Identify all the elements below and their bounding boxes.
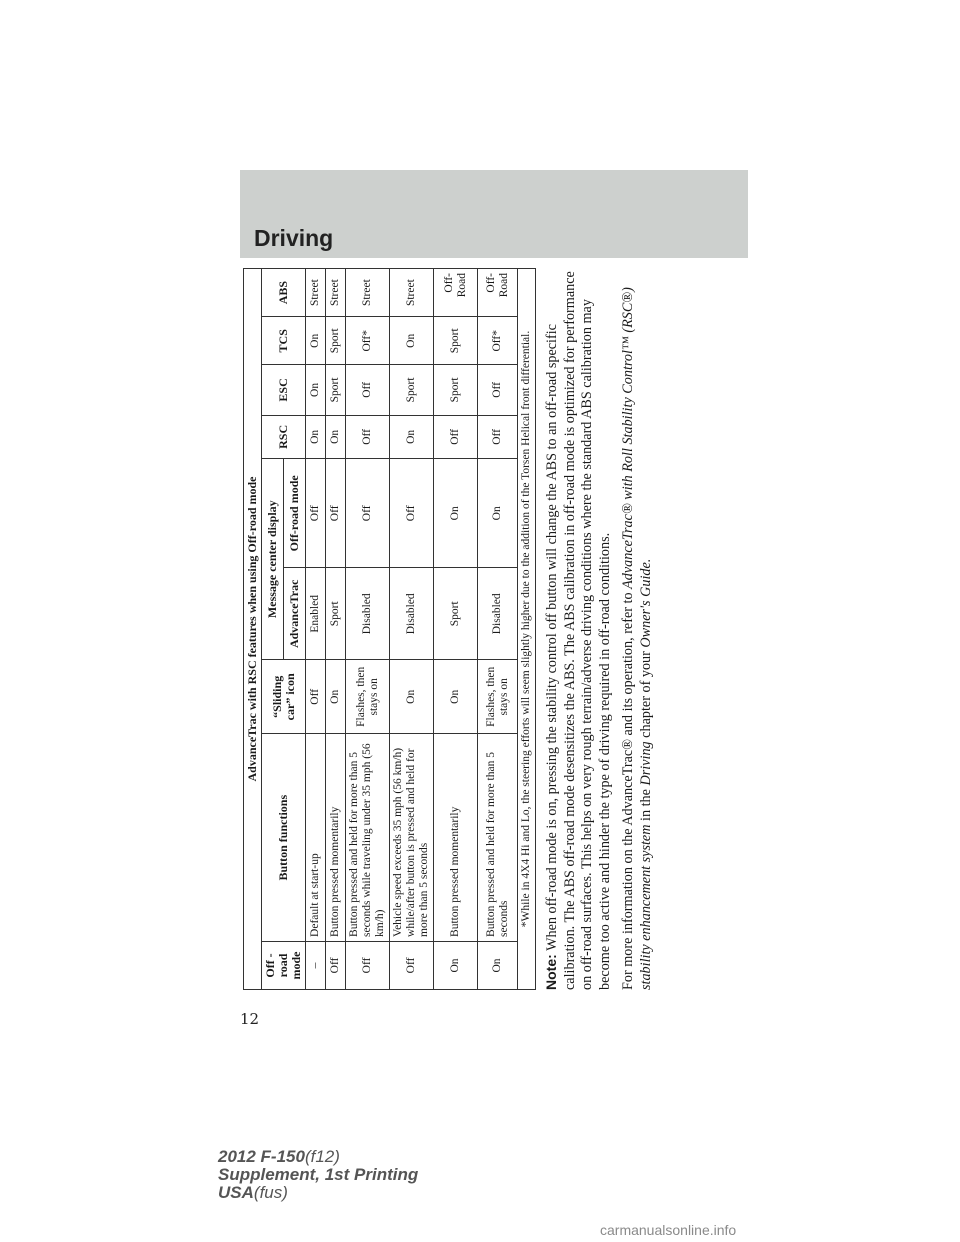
cell-offroad: Off	[346, 459, 390, 568]
cell-rsc: On	[390, 415, 434, 459]
table-title: AdvanceTrac with RSC features when using Off-road mode	[244, 269, 262, 990]
cell-mode: Off	[326, 941, 346, 989]
cell-offroad: On	[478, 459, 518, 568]
cell-offroad: On	[434, 459, 478, 568]
cell-icon: Flashes, then stays on	[478, 660, 518, 734]
watermark: carmanualsonline.info	[600, 1222, 737, 1238]
header-offroad-display: Off-road mode	[284, 459, 306, 568]
cell-advancetrac: Enabled	[306, 568, 326, 660]
cell-icon: On	[390, 660, 434, 734]
cell-mode: On	[478, 941, 518, 989]
footer-model-code: (f12)	[304, 1147, 340, 1166]
note-text: When off-road mode is on, pressing the stability control off button will change the ABS to an off-road specific calibration. The ABS off-road mode desensitizes the ABS. The ABS calibration in off-road mode is optimized for performance on off-road surfaces. This helps on very rough terrain/adverse driving conditions where the standard ABS calibration may become too active and hinder the type of driving required in off-road conditions.	[544, 271, 613, 990]
cell-esc: Sport	[390, 365, 434, 415]
cell-esc: Off	[346, 365, 390, 415]
cell-advancetrac: Disabled	[478, 568, 518, 660]
header-advancetrac: AdvanceTrac	[284, 568, 306, 660]
more-info-chapter: Driving	[637, 741, 654, 786]
cell-offroad: Off	[326, 459, 346, 568]
cell-tcs: Off*	[346, 317, 390, 365]
footer-edition: Supplement, 1st Printing	[218, 1165, 419, 1184]
cell-tcs: Off*	[478, 317, 518, 365]
header-message-center: Message center display	[262, 459, 284, 660]
notes	[543, 268, 655, 990]
page-number: 12	[240, 1010, 260, 1028]
more-info-paragraph	[620, 268, 655, 990]
footer-market-code: (fus)	[253, 1183, 288, 1202]
cell-esc: Off	[478, 365, 518, 415]
cell-icon: On	[434, 660, 478, 734]
more-info-text: chapter of your	[637, 647, 654, 742]
footer-market: USA	[218, 1183, 254, 1202]
cell-abs: Street	[390, 269, 434, 317]
cell-esc: Sport	[326, 365, 346, 415]
cell-advancetrac: Disabled	[346, 568, 390, 660]
cell-tcs: Sport	[326, 317, 346, 365]
cell-rsc: Off	[478, 415, 518, 459]
header-abs: ABS	[262, 269, 306, 317]
header-esc: ESC	[262, 365, 306, 415]
cell-mode: Off	[346, 941, 390, 989]
cell-esc: Sport	[434, 365, 478, 415]
cell-offroad: Off	[306, 459, 326, 568]
cell-function: Default at start-up	[306, 734, 326, 942]
cell-tcs: On	[390, 317, 434, 365]
cell-rsc: On	[306, 415, 326, 459]
cell-mode: Off	[390, 941, 434, 989]
table-row	[478, 269, 518, 990]
more-info-text: in the	[637, 785, 654, 825]
cell-advancetrac: Disabled	[390, 568, 434, 660]
cell-function: Button pressed momentarily	[326, 734, 346, 942]
header-rsc: RSC	[262, 415, 306, 459]
cell-advancetrac: Sport	[434, 568, 478, 660]
section-header	[240, 170, 748, 258]
cell-esc: On	[306, 365, 326, 415]
cell-abs: Street	[346, 269, 390, 317]
cell-tcs: Sport	[434, 317, 478, 365]
cell-advancetrac: Sport	[326, 568, 346, 660]
cell-function: Vehicle speed exceeds 35 mph (56 km/h) while/after button is pressed and held for more than 5 seconds	[390, 734, 434, 942]
cell-abs: Off-Road	[478, 269, 518, 317]
features-table	[243, 268, 536, 990]
header-offroad-mode: Off -road mode	[262, 941, 306, 989]
cell-abs: Off-Road	[434, 269, 478, 317]
note-paragraph	[543, 268, 614, 990]
table-row	[306, 269, 326, 990]
more-info-reference: AdvanceTrac® with Roll Stability Control™ (RSC®) stability enhancement system	[620, 287, 654, 990]
header-button-functions: Button functions	[262, 734, 306, 942]
header-tcs: TCS	[262, 317, 306, 365]
cell-abs: Street	[306, 269, 326, 317]
cell-abs: Street	[326, 269, 346, 317]
table-footnote: *While in 4X4 Hi and Lo, the steering efforts will seem slightly higher due to the addition of the Torsen Helical front differential.	[518, 269, 536, 990]
table-row	[434, 269, 478, 990]
cell-icon: Flashes, then stays on	[346, 660, 390, 734]
table-row	[346, 269, 390, 990]
header-sliding-car-icon: “Sliding car” icon	[262, 660, 306, 734]
cell-function: Button pressed momentarily	[434, 734, 478, 942]
cell-mode: On	[434, 941, 478, 989]
more-info-guide: Owner's Guide.	[637, 558, 654, 648]
cell-rsc: Off	[346, 415, 390, 459]
footer-model: 2012 F-150	[218, 1147, 305, 1166]
table-row	[390, 269, 434, 990]
rotated-content	[243, 268, 751, 990]
print-footer	[218, 1148, 418, 1202]
cell-function: Button pressed and held for more than 5 seconds while traveling under 35 mph (56 km/h)	[346, 734, 390, 942]
table-row	[326, 269, 346, 990]
cell-function: Button pressed and held for more than 5 seconds	[478, 734, 518, 942]
cell-tcs: On	[306, 317, 326, 365]
cell-offroad: Off	[390, 459, 434, 568]
cell-rsc: On	[326, 415, 346, 459]
cell-mode: –	[306, 941, 326, 989]
cell-icon: On	[326, 660, 346, 734]
cell-rsc: Off	[434, 415, 478, 459]
more-info-text: For more information on the AdvanceTrac® and its operation, refer to	[620, 588, 636, 990]
note-label: Note:	[543, 954, 559, 990]
cell-icon: Off	[306, 660, 326, 734]
section-title: Driving	[254, 225, 334, 251]
